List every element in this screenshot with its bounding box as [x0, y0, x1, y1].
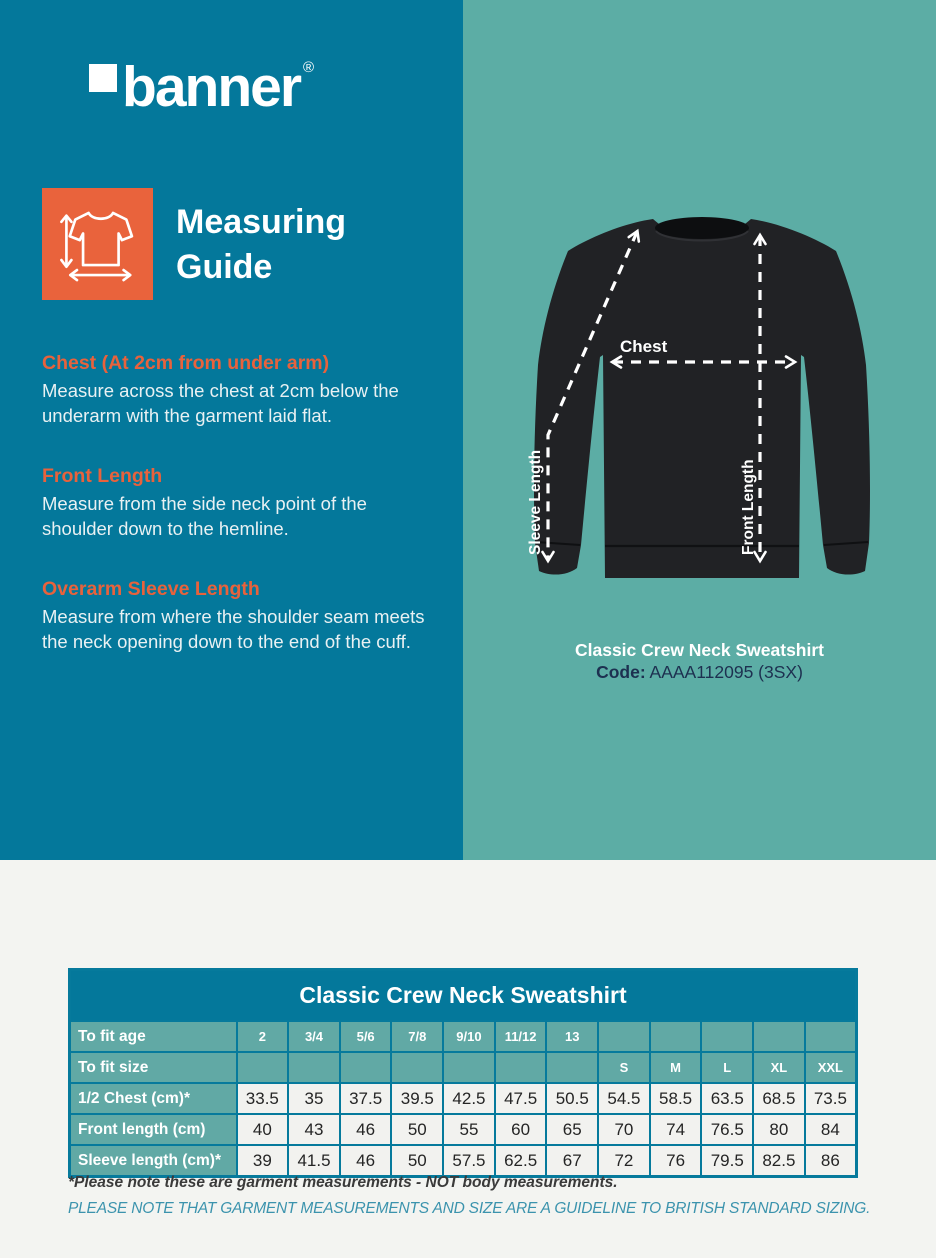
row-to-fit-age-cell-3: 7/8 — [391, 1021, 443, 1052]
row-half-chest-cell-1: 35 — [288, 1083, 340, 1114]
row-front-length-cell-7: 70 — [598, 1114, 650, 1145]
row-half-chest-label: 1/2 Chest (cm)* — [70, 1083, 237, 1114]
row-to-fit-size-cell-11: XXL — [805, 1052, 857, 1083]
row-front-length — [70, 1114, 857, 1145]
section-front-length-body: Measure from the side neck point of the shoulder down to the hemline. — [42, 493, 367, 539]
page-title-line2: Guide — [176, 248, 273, 286]
section-sleeve-length — [42, 578, 434, 654]
sweatshirt-body — [534, 219, 870, 578]
row-sleeve-length-cell-6: 67 — [546, 1145, 598, 1177]
row-sleeve-length-cell-2: 46 — [340, 1145, 392, 1177]
size-table — [68, 968, 858, 1178]
footnote-garment-measurements: *Please note these are garment measurements - NOT body measurements. — [68, 1174, 618, 1191]
sleeve-length-label: Sleeve Length — [527, 449, 544, 555]
row-to-fit-size-cell-0 — [237, 1052, 289, 1083]
measuring-icon — [42, 188, 153, 300]
row-half-chest-cell-7: 54.5 — [598, 1083, 650, 1114]
row-half-chest-cell-9: 63.5 — [701, 1083, 753, 1114]
row-to-fit-size-cell-5 — [495, 1052, 547, 1083]
section-chest-body: Measure across the chest at 2cm below the underarm with the garment laid flat. — [42, 380, 399, 426]
row-sleeve-length-cell-0: 39 — [237, 1145, 289, 1177]
row-front-length-cell-11: 84 — [805, 1114, 857, 1145]
size-table-title: Classic Crew Neck Sweatshirt — [70, 970, 857, 1022]
row-front-length-cell-1: 43 — [288, 1114, 340, 1145]
row-front-length-label: Front length (cm) — [70, 1114, 237, 1145]
row-to-fit-size-cell-7: S — [598, 1052, 650, 1083]
tshirt-measure-icon — [42, 188, 153, 300]
footnote-british-sizing: PLEASE NOTE THAT GARMENT MEASUREMENTS AND SIZE ARE A GUIDELINE TO BRITISH STANDARD SIZING. — [68, 1200, 871, 1217]
caption-product-code — [463, 661, 936, 683]
row-half-chest-cell-5: 47.5 — [495, 1083, 547, 1114]
row-to-fit-size-cell-2 — [340, 1052, 392, 1083]
row-sleeve-length-cell-4: 57.5 — [443, 1145, 495, 1177]
left-panel — [0, 0, 463, 860]
diagram-caption — [463, 639, 936, 683]
row-to-fit-age — [70, 1021, 857, 1052]
row-to-fit-size — [70, 1052, 857, 1083]
row-half-chest-cell-2: 37.5 — [340, 1083, 392, 1114]
size-table-title-row — [70, 970, 857, 1022]
row-front-length-cell-9: 76.5 — [701, 1114, 753, 1145]
section-front-length-heading: Front Length — [42, 465, 163, 487]
row-to-fit-age-cell-0: 2 — [237, 1021, 289, 1052]
code-label: Code: — [596, 662, 646, 682]
row-sleeve-length-cell-9: 79.5 — [701, 1145, 753, 1177]
chest-label: Chest — [620, 337, 668, 356]
row-half-chest — [70, 1083, 857, 1114]
row-sleeve-length-cell-3: 50 — [391, 1145, 443, 1177]
section-sleeve-length-body: Measure from where the shoulder seam meets the neck opening down to the end of the cuff. — [42, 606, 425, 652]
row-half-chest-cell-8: 58.5 — [650, 1083, 702, 1114]
caption-product-name: Classic Crew Neck Sweatshirt — [574, 640, 824, 660]
row-to-fit-age-cell-8 — [650, 1021, 702, 1052]
row-to-fit-age-cell-4: 9/10 — [443, 1021, 495, 1052]
row-sleeve-length-cell-10: 82.5 — [753, 1145, 805, 1177]
row-to-fit-size-cell-1 — [288, 1052, 340, 1083]
row-half-chest-cell-6: 50.5 — [546, 1083, 598, 1114]
row-front-length-cell-3: 50 — [391, 1114, 443, 1145]
page-title — [176, 200, 346, 290]
row-to-fit-age-cell-7 — [598, 1021, 650, 1052]
registered-trademark-symbol: ® — [303, 59, 315, 76]
logo-wordmark — [122, 55, 315, 131]
row-sleeve-length — [70, 1145, 857, 1177]
row-half-chest-cell-11: 73.5 — [805, 1083, 857, 1114]
row-front-length-cell-10: 80 — [753, 1114, 805, 1145]
row-sleeve-length-label: Sleeve length (cm)* — [70, 1145, 237, 1177]
logo-wordmark-text: banner — [122, 55, 301, 119]
row-to-fit-size-cell-3 — [391, 1052, 443, 1083]
row-front-length-cell-5: 60 — [495, 1114, 547, 1145]
row-to-fit-age-cell-11 — [805, 1021, 857, 1052]
row-to-fit-size-label: To fit size — [70, 1052, 237, 1083]
section-chest-heading: Chest (At 2cm from under arm) — [42, 352, 330, 374]
row-to-fit-age-cell-2: 5/6 — [340, 1021, 392, 1052]
page-title-line1: Measuring — [176, 203, 347, 241]
size-table-rows — [70, 1021, 857, 1177]
row-sleeve-length-cell-8: 76 — [650, 1145, 702, 1177]
row-front-length-cell-2: 46 — [340, 1114, 392, 1145]
row-front-length-cell-6: 65 — [546, 1114, 598, 1145]
row-sleeve-length-cell-5: 62.5 — [495, 1145, 547, 1177]
row-sleeve-length-cell-11: 86 — [805, 1145, 857, 1177]
sweatshirt-diagram — [490, 205, 890, 600]
row-to-fit-age-cell-6: 13 — [546, 1021, 598, 1052]
row-half-chest-cell-4: 42.5 — [443, 1083, 495, 1114]
row-sleeve-length-cell-1: 41.5 — [288, 1145, 340, 1177]
row-to-fit-size-cell-4 — [443, 1052, 495, 1083]
row-front-length-cell-0: 40 — [237, 1114, 289, 1145]
row-front-length-cell-8: 74 — [650, 1114, 702, 1145]
logo-square-mark — [89, 64, 117, 92]
row-to-fit-age-cell-9 — [701, 1021, 753, 1052]
section-front-length — [42, 465, 434, 541]
front-length-label: Front Length — [740, 459, 757, 555]
row-half-chest-cell-3: 39.5 — [391, 1083, 443, 1114]
row-to-fit-size-cell-6 — [546, 1052, 598, 1083]
row-to-fit-size-cell-10: XL — [753, 1052, 805, 1083]
row-to-fit-age-label: To fit age — [70, 1021, 237, 1052]
row-sleeve-length-cell-7: 72 — [598, 1145, 650, 1177]
row-to-fit-size-cell-8: M — [650, 1052, 702, 1083]
row-to-fit-age-cell-10 — [753, 1021, 805, 1052]
code-value: AAAA112095 (3SX) — [645, 662, 803, 682]
sweatshirt-collar — [655, 217, 749, 239]
row-half-chest-cell-0: 33.5 — [237, 1083, 289, 1114]
row-to-fit-size-cell-9: L — [701, 1052, 753, 1083]
section-chest — [42, 352, 434, 428]
row-front-length-cell-4: 55 — [443, 1114, 495, 1145]
row-half-chest-cell-10: 68.5 — [753, 1083, 805, 1114]
row-to-fit-age-cell-1: 3/4 — [288, 1021, 340, 1052]
row-to-fit-age-cell-5: 11/12 — [495, 1021, 547, 1052]
section-sleeve-length-heading: Overarm Sleeve Length — [42, 578, 260, 600]
